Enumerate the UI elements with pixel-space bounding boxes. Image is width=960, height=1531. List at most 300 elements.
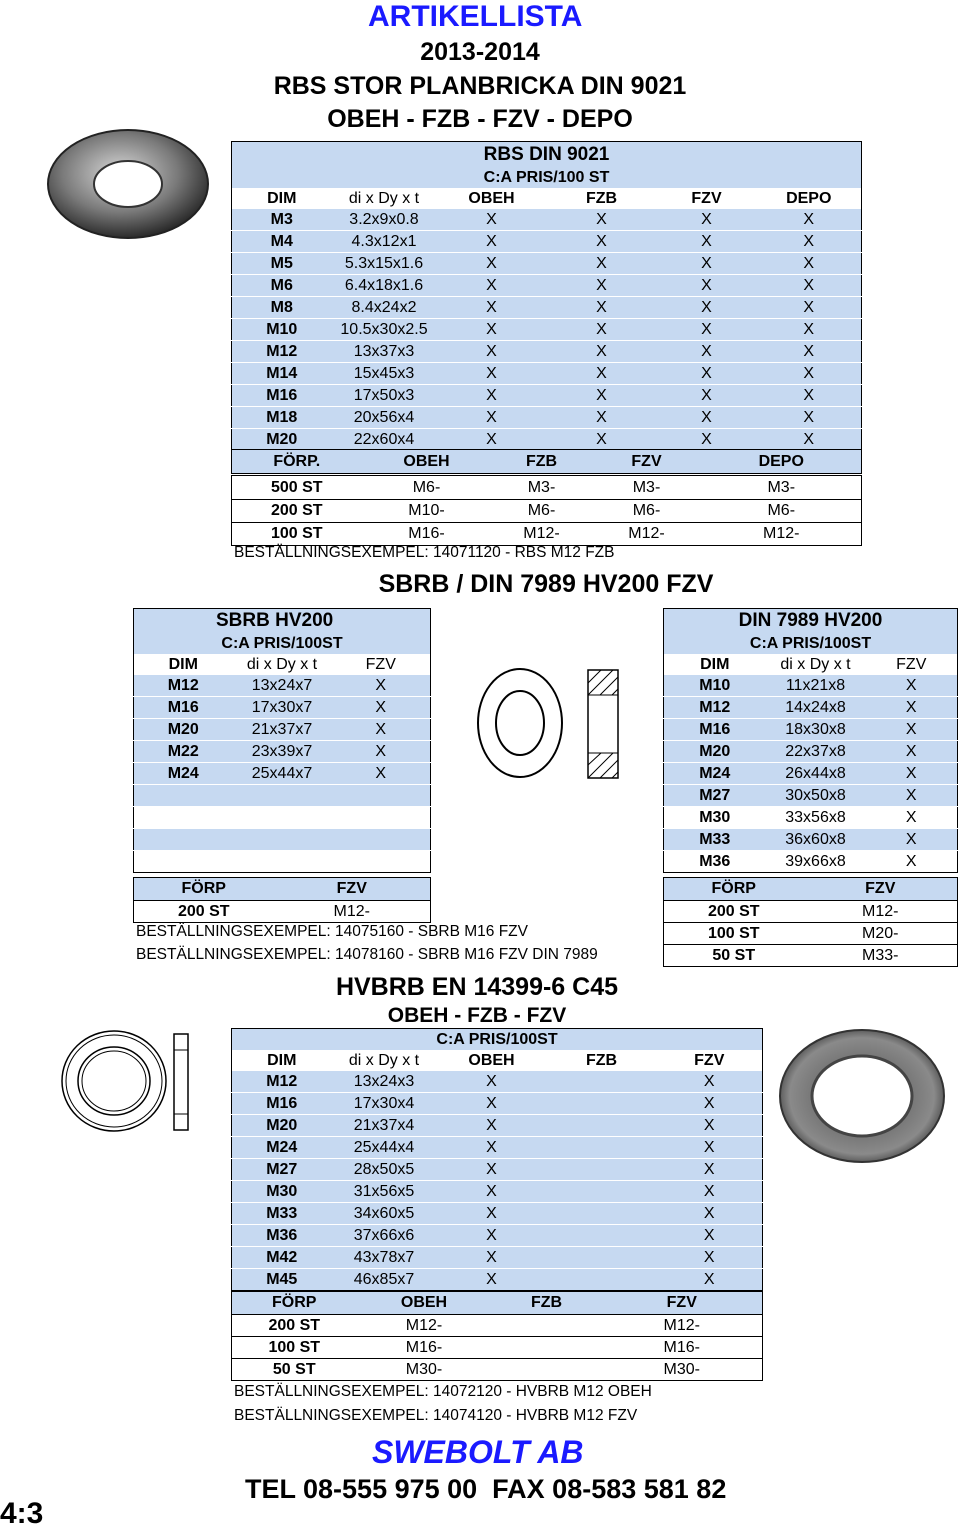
cell-dim: M20 [134,719,233,741]
cell: X [657,319,757,341]
cell: X [547,253,657,275]
col-header: FZB [585,189,618,207]
header-product: RBS STOR PLANBRICKA DIN 9021 [273,72,687,100]
rbs-price: C:A PRIS/100 ST [232,167,862,188]
cell [547,1115,657,1137]
cell: X [437,407,547,429]
cell [547,1181,657,1203]
table-row [232,1203,763,1225]
sbrb-order-example-1: BESTÄLLNINGSEXEMPEL: 14075160 - SBRB M16 FZV [136,923,528,940]
cell: X [332,675,431,697]
table-row [134,697,431,719]
cell: X [657,1115,763,1137]
cell: X [866,807,958,829]
cell: X [437,1269,547,1291]
sbrb-order-example-2: BESTÄLLNINGSEXEMPEL: 14078160 - SBRB M16 FZV DIN 7989 [136,946,598,963]
cell-dim: M36 [664,851,766,873]
cell: X [437,1181,547,1203]
page-number: 4:3 [0,1497,44,1530]
cell: 500 ST [270,478,323,496]
cell: X [437,429,547,451]
cell: X [866,697,958,719]
pack-row [134,901,431,923]
col-header: DIM [267,189,297,207]
cell: X [547,363,657,385]
pack-col-header: FZV [602,1292,763,1315]
hvbrb-order-example-1: BESTÄLLNINGSEXEMPEL: 14072120 - HVBRB M12 OBEH [234,1383,652,1400]
cell: X [657,1181,763,1203]
cell: X [657,1225,763,1247]
hvbrb-table [231,1028,763,1291]
cell-dim [134,785,233,807]
cell: X [866,675,958,697]
cell: M12- [523,525,560,542]
cell-dim: M12 [232,1071,332,1093]
cell: X [757,363,862,385]
cell [332,807,431,829]
cell-size: 31x56x5 [332,1181,437,1203]
pack-col-header: FZV [804,878,958,901]
cell-size: 4.3x12x1 [332,231,437,253]
rbs-table [231,141,862,451]
cell-size: 6.4x18x1.6 [332,275,437,297]
cell-size: 15x45x3 [332,363,437,385]
cell: X [657,407,757,429]
cell-dim: M5 [232,253,332,275]
pack-col-header: FÖRP [232,1292,357,1315]
pack-col-header: FÖRP. [232,450,362,474]
table-row [232,407,862,429]
cell-size: 36x60x8 [766,829,866,851]
table-row [232,1181,763,1203]
cell-size: 22x37x8 [766,741,866,763]
cell-dim: M20 [232,1115,332,1137]
table-row [232,319,862,341]
table-row [664,851,958,873]
table-row [134,675,431,697]
cell-dim: M16 [232,385,332,407]
cell: 100 ST [270,525,323,542]
pack-col-header: DEPO [702,450,862,474]
cell-size: 13x24x7 [233,675,332,697]
cell: X [866,741,958,763]
cell [547,1269,657,1291]
pack-col-header: FZB [492,1292,602,1315]
washer-drawing-icon [475,665,625,785]
cell-size: 23x39x7 [233,741,332,763]
cell: M3- [632,478,661,496]
pack-row [664,901,958,923]
cell [547,1203,657,1225]
col-header: di x Dy x t [780,655,851,673]
cell-dim: M22 [134,741,233,763]
cell: X [437,1115,547,1137]
col-header: FZB [585,1051,618,1069]
cell-dim: M10 [232,319,332,341]
cell: M16- [408,525,445,542]
cell: X [866,719,958,741]
cell: X [657,429,757,451]
cell: X [547,297,657,319]
cell: M12- [628,525,665,542]
cell: M20- [862,924,899,942]
table-row [664,763,958,785]
cell-dim: M27 [232,1159,332,1181]
cell: X [757,297,862,319]
pack-row [232,500,862,523]
cell: M6- [527,502,556,519]
cell-dim: M24 [232,1137,332,1159]
cell: M12- [405,1316,443,1334]
col-header: OBEH [468,1051,515,1069]
cell: X [437,341,547,363]
table-row [232,1115,763,1137]
col-header: di x Dy x t [348,1051,420,1069]
cell-size [233,829,332,851]
rbs-caption: RBS DIN 9021 [232,142,862,168]
cell: X [547,319,657,341]
cell: X [547,275,657,297]
cell: X [332,741,431,763]
col-header: DIM [168,655,198,673]
cell-size: 17x30x7 [233,697,332,719]
cell-dim: M12 [134,675,233,697]
cell: X [437,275,547,297]
col-header: DEPO [786,189,832,207]
col-header: DIM [267,1051,297,1069]
cell-size: 28x50x5 [332,1159,437,1181]
cell: X [866,851,958,873]
table-row [232,341,862,363]
pack-col-header: OBEH [357,1292,492,1315]
cell: X [657,385,757,407]
col-header: DIM [700,655,730,673]
cell: X [657,1093,763,1115]
table-row [232,1247,763,1269]
cell-size: 18x30x8 [766,719,866,741]
pack-row [232,1337,763,1359]
col-header: FZV [694,1051,725,1069]
table-row [134,763,431,785]
cell: X [657,1159,763,1181]
cell-dim: M36 [232,1225,332,1247]
cell-size: 13x37x3 [332,341,437,363]
cell-dim: M33 [232,1203,332,1225]
cell: X [657,1071,763,1093]
cell: 50 ST [712,946,756,964]
cell: X [757,253,862,275]
cell-dim: M45 [232,1269,332,1291]
table-row [134,829,431,851]
cell-dim: M42 [232,1247,332,1269]
cell: 200 ST [270,502,323,519]
cell-dim: M4 [232,231,332,253]
cell: X [757,407,862,429]
table-row [232,1071,763,1093]
cell: 200 ST [177,902,230,920]
cell-dim: M20 [664,741,766,763]
table-row [232,1269,763,1291]
cell-dim: M16 [232,1093,332,1115]
cell: M10- [408,502,445,519]
cell: X [657,1247,763,1269]
cell-dim: M3 [232,209,332,231]
cell: 100 ST [707,924,760,942]
col-header: di x Dy x t [246,655,318,673]
sbrb-caption: SBRB HV200 [134,609,431,634]
table-row [134,851,431,873]
table-row [664,719,958,741]
washer-drawing-icon [58,1028,198,1138]
sbrb-pack-table [133,877,431,923]
cell-size: 34x60x5 [332,1203,437,1225]
cell-size: 46x85x7 [332,1269,437,1291]
cell-size: 17x30x4 [332,1093,437,1115]
pack-col-header: OBEH [362,450,492,474]
table-row [134,785,431,807]
cell-dim: M33 [664,829,766,851]
cell [547,1247,657,1269]
table-row [232,275,862,297]
col-header: OBEH [468,189,515,207]
pack-row [232,1359,763,1381]
cell-size: 25x44x4 [332,1137,437,1159]
cell [492,1315,602,1337]
sbrb-table [133,608,431,873]
cell: M12- [862,902,899,920]
cell-size: 21x37x7 [233,719,332,741]
cell: X [657,253,757,275]
cell: M12- [763,525,800,542]
cell-dim: M12 [664,697,766,719]
table-row [664,675,958,697]
cell [547,1137,657,1159]
cell: X [657,209,757,231]
cell-dim: M8 [232,297,332,319]
pack-col-header: FZB [492,450,592,474]
hvbrb-pack-table [231,1291,763,1381]
pack-row [232,476,862,500]
col-header: FZV [365,655,396,673]
washer-photo-icon [44,124,214,242]
cell [547,1225,657,1247]
cell: M12- [333,902,370,920]
cell: 50 ST [272,1360,316,1378]
cell-dim: M24 [134,763,233,785]
table-row [664,829,958,851]
pack-row [232,1315,763,1337]
rbs-pack-table [231,449,862,474]
table-row [232,429,862,451]
cell: M30- [405,1360,443,1378]
cell: X [757,275,862,297]
cell: X [437,363,547,385]
pack-row [664,923,958,945]
cell: X [866,763,958,785]
cell-dim: M20 [232,429,332,451]
cell: X [757,341,862,363]
din7989-price: C:A PRIS/100ST [664,633,958,654]
cell: X [547,231,657,253]
cell-size: 20x56x4 [332,407,437,429]
table-row [232,297,862,319]
cell: X [657,231,757,253]
cell: X [332,763,431,785]
table-row [232,363,862,385]
table-row [134,741,431,763]
cell-size [233,851,332,873]
cell: M6- [767,502,796,519]
rbs-pack-rows [231,475,862,546]
cell: X [547,407,657,429]
cell: M6- [412,478,441,496]
cell: X [332,719,431,741]
cell: X [866,785,958,807]
cell-dim [134,807,233,829]
cell: X [437,253,547,275]
col-header: FZV [896,655,927,673]
company-contact: TEL 08-555 975 00 FAX 08-583 581 82 [245,1474,727,1504]
cell [547,1159,657,1181]
cell: X [547,209,657,231]
cell: X [657,1137,763,1159]
cell-size: 37x66x6 [332,1225,437,1247]
cell: X [657,275,757,297]
cell: M3- [527,478,556,496]
cell: X [757,231,862,253]
table-row [232,209,862,231]
cell-dim: M16 [134,697,233,719]
cell: X [757,429,862,451]
cell [332,829,431,851]
cell-size: 25x44x7 [233,763,332,785]
cell-dim: M18 [232,407,332,429]
cell-dim: M12 [232,341,332,363]
table-row [134,719,431,741]
cell [547,1093,657,1115]
pack-col-header: FÖRP [664,878,804,901]
cell: M6- [632,502,661,519]
din7989-caption: DIN 7989 HV200 [664,609,958,634]
cell-size: 33x56x8 [766,807,866,829]
cell-dim: M10 [664,675,766,697]
table-row [664,741,958,763]
cell: X [757,209,862,231]
cell: X [437,1225,547,1247]
cell: X [547,385,657,407]
cell-size: 39x66x8 [766,851,866,873]
table-row [232,253,862,275]
cell-dim: M14 [232,363,332,385]
cell: X [437,1071,547,1093]
hvbrb-price: C:A PRIS/100ST [232,1029,763,1051]
header-variants: OBEH - FZB - FZV - DEPO [327,105,633,133]
cell: M12- [663,1316,700,1334]
header-title-text: ARTIKELLISTA [368,0,583,33]
cell-size: 14x24x8 [766,697,866,719]
cell: M33- [862,946,899,964]
cell-dim: M30 [232,1181,332,1203]
table-row [232,1159,763,1181]
table-row [232,1137,763,1159]
cell [492,1359,602,1381]
col-header: FZV [691,189,722,207]
pack-col-header: FZV [274,878,431,901]
cell-size: 21x37x4 [332,1115,437,1137]
cell-dim: M24 [664,763,766,785]
cell: X [437,1093,547,1115]
cell: X [332,697,431,719]
col-header: di x Dy x t [348,189,420,207]
cell-size: 10.5x30x2.5 [332,319,437,341]
pack-row [232,523,862,546]
sbrb-price: C:A PRIS/100ST [134,633,431,654]
table-row [134,807,431,829]
cell: X [547,429,657,451]
table-row [232,385,862,407]
cell-dim [134,851,233,873]
cell: X [757,319,862,341]
cell-dim: M6 [232,275,332,297]
cell: X [437,385,547,407]
cell-dim: M30 [664,807,766,829]
cell-size: 8.4x24x2 [332,297,437,319]
cell: X [437,1137,547,1159]
cell: 100 ST [268,1338,321,1356]
rbs-order-example: BESTÄLLNINGSEXEMPEL: 14071120 - RBS M12 FZB [234,544,615,561]
cell-size: 11x21x8 [766,675,866,697]
cell-dim: M16 [664,719,766,741]
table-row [664,697,958,719]
cell: M16- [405,1338,443,1356]
cell: M3- [767,478,796,496]
cell: X [657,297,757,319]
cell-dim [134,829,233,851]
cell-dim: M27 [664,785,766,807]
table-row [232,231,862,253]
header-year: 2013-2014 [420,38,540,66]
cell: X [437,1247,547,1269]
cell: X [437,1203,547,1225]
hvbrb-order-example-2: BESTÄLLNINGSEXEMPEL: 14074120 - HVBRB M12 FZV [234,1407,638,1424]
cell: X [757,385,862,407]
cell: X [866,829,958,851]
cell-size: 30x50x8 [766,785,866,807]
cell: X [657,1203,763,1225]
cell-size: 26x44x8 [766,763,866,785]
cell: X [437,231,547,253]
cell: X [657,341,757,363]
table-row [232,1225,763,1247]
cell-size: 3.2x9x0.8 [332,209,437,231]
sbrb-heading: SBRB / DIN 7989 HV200 FZV [378,570,714,598]
pack-row [664,945,958,967]
cell-size: 13x24x3 [332,1071,437,1093]
cell-size: 5.3x15x1.6 [332,253,437,275]
cell [332,785,431,807]
washer-photo-icon [776,1026,946,1166]
cell: M30- [663,1360,700,1378]
cell: X [657,1269,763,1291]
din7989-pack-table [663,877,958,967]
pack-col-header: FÖRP [134,878,274,901]
cell: X [437,1159,547,1181]
cell [492,1337,602,1359]
company-name: SWEBOLT AB [372,1434,584,1470]
cell-size [233,785,332,807]
cell: X [437,319,547,341]
cell: X [547,341,657,363]
